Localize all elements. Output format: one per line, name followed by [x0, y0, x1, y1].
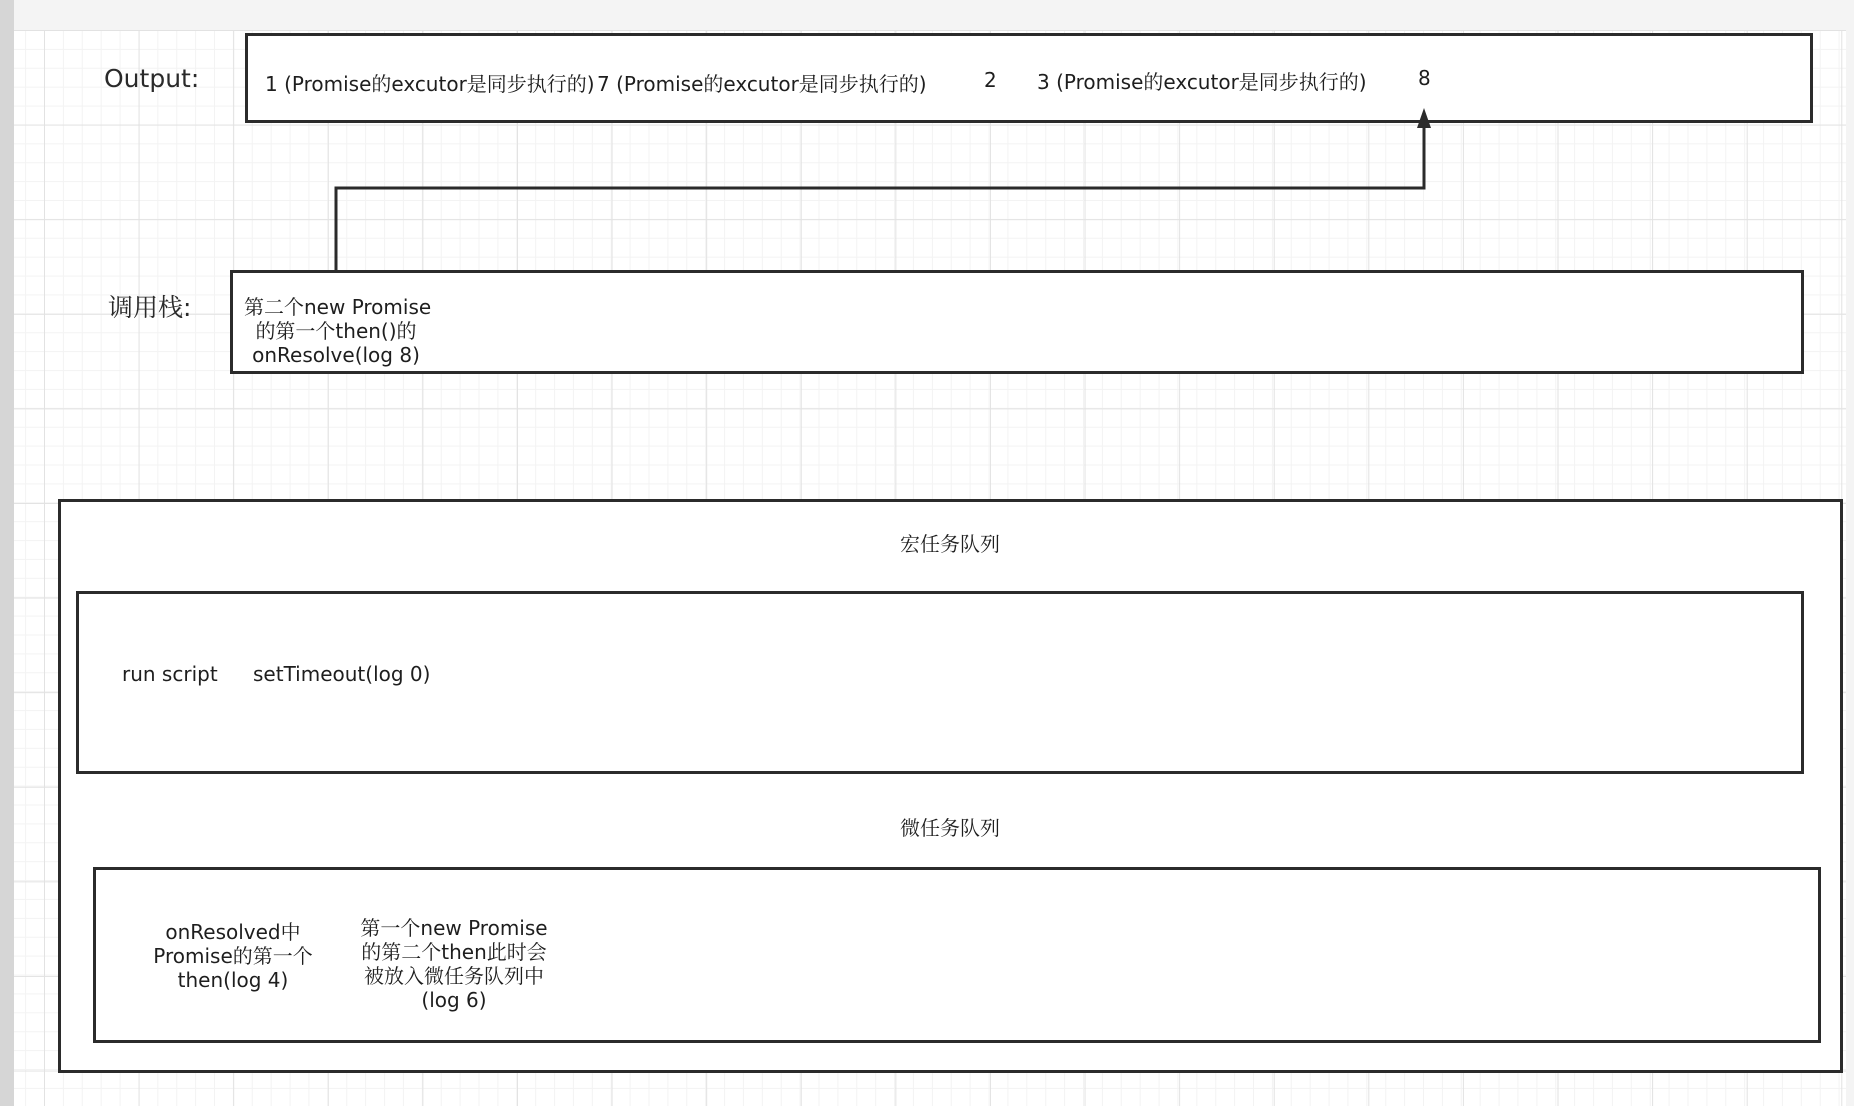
- output-item-2: 2: [984, 68, 997, 92]
- canvas-top-strip: [14, 0, 1854, 30]
- call-stack-label: 调用栈:: [108, 293, 192, 322]
- macro-queue-title: 宏任务队列: [900, 532, 1000, 556]
- micro-queue-title: 微任务队列: [900, 816, 1000, 840]
- output-item-3: 3 (Promise的excutor是同步执行的): [1037, 70, 1367, 94]
- output-item-1: 1 (Promise的excutor是同步执行的): [265, 72, 595, 96]
- output-item-8: 8: [1418, 66, 1431, 90]
- output-item-7: 7 (Promise的excutor是同步执行的): [597, 72, 927, 96]
- micro-queue-item-log4[interactable]: onResolved中 Promise的第一个 then(log 4): [153, 920, 313, 992]
- macro-queue-item-settimeout[interactable]: setTimeout(log 0): [253, 662, 431, 686]
- micro-queue-item-log6[interactable]: 第一个new Promise 的第二个then此时会 被放入微任务队列中 (log 6): [360, 916, 548, 1012]
- macro-queue-item-run-script[interactable]: run script: [122, 662, 218, 686]
- output-label: Output:: [104, 64, 200, 93]
- call-stack-box[interactable]: [230, 270, 1804, 374]
- window-left-edge: [0, 0, 15, 1106]
- call-stack-frame[interactable]: 第二个new Promise 的第一个then()的 onResolve(log 8): [244, 295, 432, 367]
- micro-queue-box[interactable]: [93, 867, 1821, 1043]
- canvas-right-edge: [1846, 0, 1854, 1106]
